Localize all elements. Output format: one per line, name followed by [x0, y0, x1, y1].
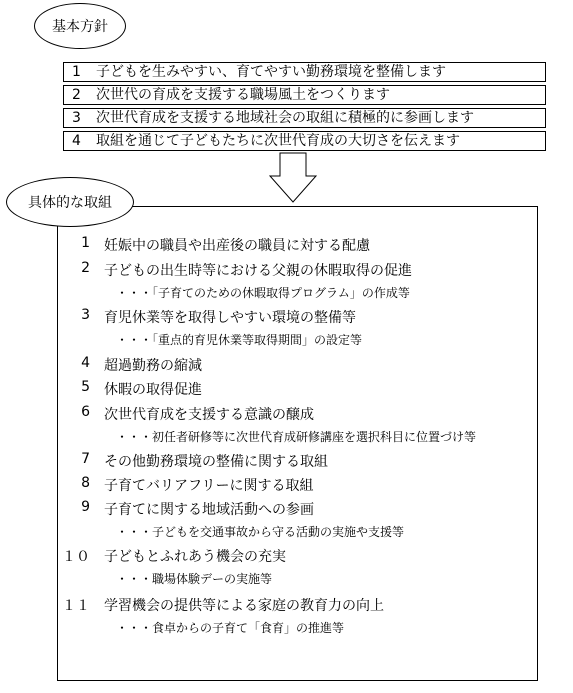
policy-item-text: 次世代の育成を支援する職場風土をつくります: [96, 87, 390, 103]
initiative-text: その他勤務環境の整備に関する取組: [104, 454, 328, 470]
initiative-number: 5: [81, 379, 90, 395]
policy-item-number: 3: [72, 110, 81, 126]
initiative-text: 学習機会の提供等による家庭の教育力の向上: [104, 598, 384, 614]
policy-item-number: 2: [72, 87, 81, 103]
initiative-text: 超過勤務の縮減: [104, 358, 202, 374]
initiative-subtext: ・・・初任者研修等に次世代育成研修講座を選択科目に位置づけ等: [116, 430, 477, 444]
policy-item-text: 取組を通じて子どもたちに次世代育成の大切さを伝えます: [96, 133, 460, 149]
down-arrow-icon: [268, 152, 318, 204]
basic-policy-heading: [34, 3, 126, 49]
initiative-subtext: ・・・子どもを交通事故から守る活動の実施や支援等: [116, 525, 405, 539]
initiative-number: 7: [81, 451, 90, 467]
initiative-number: 8: [81, 475, 90, 491]
initiative-number: 4: [81, 355, 90, 371]
initiatives-heading: [6, 177, 134, 227]
initiative-number: 3: [81, 307, 90, 323]
basic-policy-title: 基本方針: [52, 19, 108, 35]
policy-item-number: 4: [72, 133, 81, 149]
initiative-text: 休暇の取得促進: [104, 382, 202, 398]
initiative-subtext: ・・・職場体験デーの実施等: [116, 572, 273, 586]
policy-item: [63, 85, 546, 105]
policy-item: [63, 62, 546, 82]
policy-item-text: 子どもを生みやすい、育てやすい勤務環境を整備します: [96, 64, 446, 80]
policy-item-text: 次世代育成を支援する地域社会の取組に積極的に参画します: [96, 110, 474, 126]
initiative-subtext: ・・・「重点的育児休業等取得期間」の設定等: [116, 333, 363, 347]
initiatives-title: 具体的な取組: [28, 195, 112, 211]
initiative-text: 子どもとふれあう機会の充実: [104, 549, 286, 565]
initiative-text: 妊娠中の職員や出産後の職員に対する配慮: [104, 238, 370, 254]
policy-item: [63, 131, 546, 151]
initiative-text: 子どもの出生時等における父親の休暇取得の促進: [104, 263, 412, 279]
initiative-subtext: ・・・「子育てのための休暇取得プログラム」の作成等: [116, 286, 410, 300]
initiative-number: １０: [62, 549, 90, 565]
initiative-number: 9: [81, 499, 90, 515]
initiative-subtext: ・・・食卓からの子育て「食育」の推進等: [116, 621, 345, 635]
initiative-text: 子育てバリアフリーに関する取組: [104, 478, 314, 494]
initiative-number: １１: [62, 598, 90, 614]
policy-item: [63, 108, 546, 128]
policy-item-number: 1: [72, 64, 81, 80]
initiative-text: 次世代育成を支援する意識の醸成: [104, 407, 314, 423]
initiative-text: 育児休業等を取得しやすい環境の整備等: [104, 310, 356, 326]
initiative-text: 子育てに関する地域活動への参画: [104, 502, 314, 518]
initiative-number: 2: [81, 260, 90, 276]
initiative-number: 1: [81, 235, 90, 251]
initiative-number: 6: [81, 404, 90, 420]
